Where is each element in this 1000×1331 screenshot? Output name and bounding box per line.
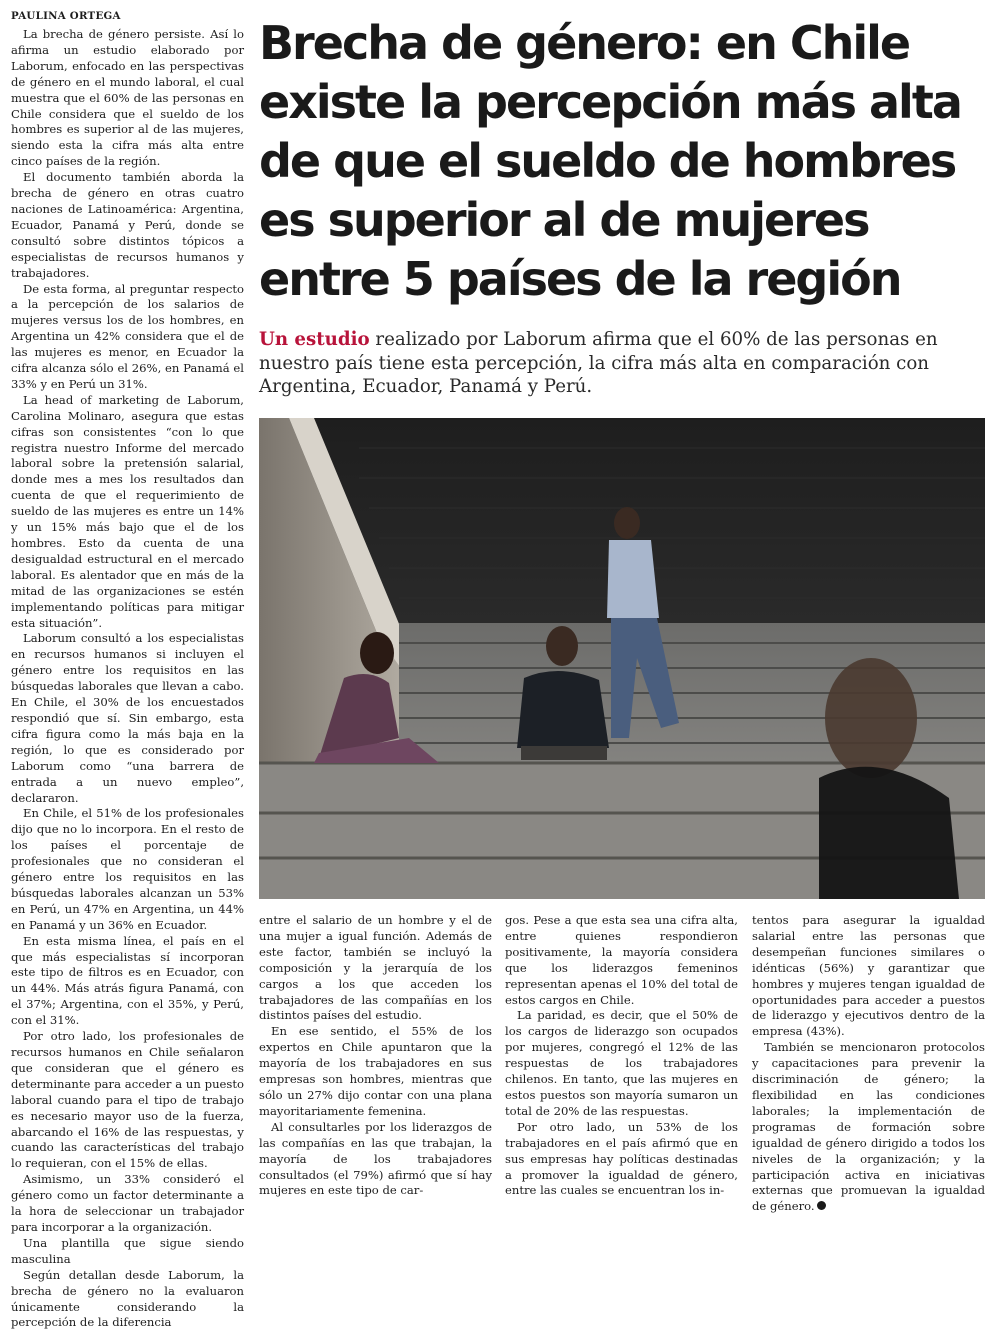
lead-paragraph: [259, 328, 989, 399]
paragraph: Laborum consultó a los especialistas en recursos humanos si incluyen el género entre los requisitos en las búsquedas laborales que llevan a cabo. En Chile, el 30% de los encuestados respondió que sí. Sin embargo, esta cifra figura como la más baja en la región, lo que es considerado por Laborum como “una barrera de entrada a un nuevo empleo”, declararon.: [11, 631, 244, 805]
paragraph: Por otro lado, un 53% de los trabajadores en el país afirmó que en sus empresas hay políticas destinadas a promover la igualdad de género, entre las cuales se encuentran los in-: [505, 1119, 738, 1198]
paragraph: entre el salario de un hombre y el de una mujer a igual función. Además de este factor, también se incluyó la composición y la jerarquía de los cargos a los que acceden los trabajadores de las compañías en los distintos países del estudio.: [259, 913, 492, 1023]
paragraph: [752, 1040, 985, 1215]
subheading: Una plantilla que sigue siendo masculina: [11, 1235, 244, 1266]
article-photo: [259, 418, 985, 899]
paragraph-text: También se mencionaron protocolos y capacitaciones para prevenir la discriminación de género; la flexibilidad en las condiciones laborales; la implementación de programas de formación sobre igualdad de género dirigido a todos los niveles de la organización; y la participación activa en iniciativas externas que promuevan la igualdad de género.: [752, 1040, 985, 1214]
article-column-4: [752, 913, 985, 1215]
article-column-left: [11, 27, 244, 1331]
article-column-2: [259, 913, 492, 1199]
article-column-3: [505, 913, 738, 1199]
byline: PAULINA ORTEGA: [11, 10, 121, 22]
paragraph: Asimismo, un 33% consideró el género como un factor determinante a la hora de seleccionar un trabajador para incorporar a la organización.: [11, 1172, 244, 1234]
paragraph: La head of marketing de Laborum, Carolina Molinaro, asegura que estas cifras son consistentes “con lo que registra nuestro Informe del mercado laboral sobre la pretensión salarial, donde mes a mes los resultados dan cuenta de que el requerimiento de sueldo de las mujeres es entre un 14% y un 15% más bajo que el de los hombres. Esto da cuenta de una desigualdad estructural en el mercado laboral. Es alentador que en más de la mitad de las organizaciones se estén implementando políticas para mitigar esta situación”.: [11, 392, 244, 630]
paragraph: Por otro lado, los profesionales de recursos humanos en Chile señalaron que consideran que el género es determinante para acceder a un puesto laboral cuando para el tipo de trabajo es necesario mayor uso de la fuerza, abarcando el 16% de las respuestas, y cuando las características del trabajo lo requieran, con el 15% de ellas.: [11, 1029, 244, 1171]
paragraph: tentos para asegurar la igualdad salarial entre las personas que desempeñan funciones similares o idénticas (56%) y garantizar que hombres y mujeres tengan igualdad de oportunidades para acceder a puestos de liderazgo y ejecutivos dentro de la empresa (43%).: [752, 913, 985, 1039]
paragraph: Al consultarles por los liderazgos de las compañías en las que trabajan, la mayoría de los trabajadores consultados (el 79%) afirmó que sí hay mujeres en este tipo de car-: [259, 1119, 492, 1198]
paragraph: La brecha de género persiste. Así lo afirma un estudio elaborado por Laborum, enfocado en las perspectivas de género en el mundo laboral, el cual muestra que el 60% de las personas en Chile considera que el sueldo de los hombres es superior al de las mujeres, siendo esta la cifra más alta entre cinco países de la región.: [11, 27, 244, 169]
paragraph: El documento también aborda la brecha de género en otras cuatro naciones de Latinoamérica: Argentina, Ecuador, Panamá y Perú, donde se consultó sobre distintos tópicos a especialistas de recursos humanos y trabajadores.: [11, 170, 244, 280]
headline: Brecha de género: en Chile existe la percepción más alta de que el sueldo de hombres es superior al de mujeres entre 5 países de la región: [259, 16, 961, 306]
paragraph: En esta misma línea, el país en el que más especialistas sí incorporan este tipo de filtros es en Ecuador, con un 44%. Más atrás figura Panamá, con el 37%; Argentina, con el 35%, y Perú, con el 31%.: [11, 933, 244, 1028]
paragraph: gos. Pese a que esta sea una cifra alta, entre quienes respondieron positivamente, la mayoría considera que los liderazgos femeninos representan apenas el 10% del total de estos cargos en Chile.: [505, 913, 738, 1007]
paragraph: Según detallan desde Laborum, la brecha de género no la evaluaron únicamente considerando la percepción de la diferencia: [11, 1267, 244, 1330]
paragraph: La paridad, es decir, que el 50% de los cargos de liderazgo son ocupados por mujeres, congregó el 12% de las respuestas de los trabajadores chilenos. En tanto, que las mujeres en estos puestos son mayoría sumaron un total de 20% de las respuestas.: [505, 1008, 738, 1118]
lead-text: realizado por Laborum afirma que el 60% de las personas en nuestro país tiene esta percepción, la cifra más alta en comparación con Argentina, Ecuador, Panamá y Perú.: [259, 329, 938, 397]
paragraph: En ese sentido, el 55% de los expertos en Chile apuntaron que la mayoría de los trabajadores en sus empresas son hombres, mientras que sólo un 27% dijo contar con una plana mayoritariamente femenina.: [259, 1024, 492, 1118]
end-mark-icon: [817, 1201, 826, 1210]
paragraph: En Chile, el 51% de los profesionales dijo que no lo incorpora. En el resto de los países el porcentaje de profesionales que no consideran el género entre los requisitos en las búsquedas laborales alcanzan un 53% en Perú, un 47% en Argentina, un 44% en Panamá y un 36% en Ecuador.: [11, 806, 244, 932]
paragraph: De esta forma, al preguntar respecto a la percepción de los salarios de mujeres versus los de los hombres, en Argentina un 42% considera que el de las mujeres es menor, en Ecuador la cifra alcanza sólo el 26%, en Panamá el 33% y en Perú un 31%.: [11, 281, 244, 391]
lead-kicker: Un estudio: [259, 329, 370, 350]
